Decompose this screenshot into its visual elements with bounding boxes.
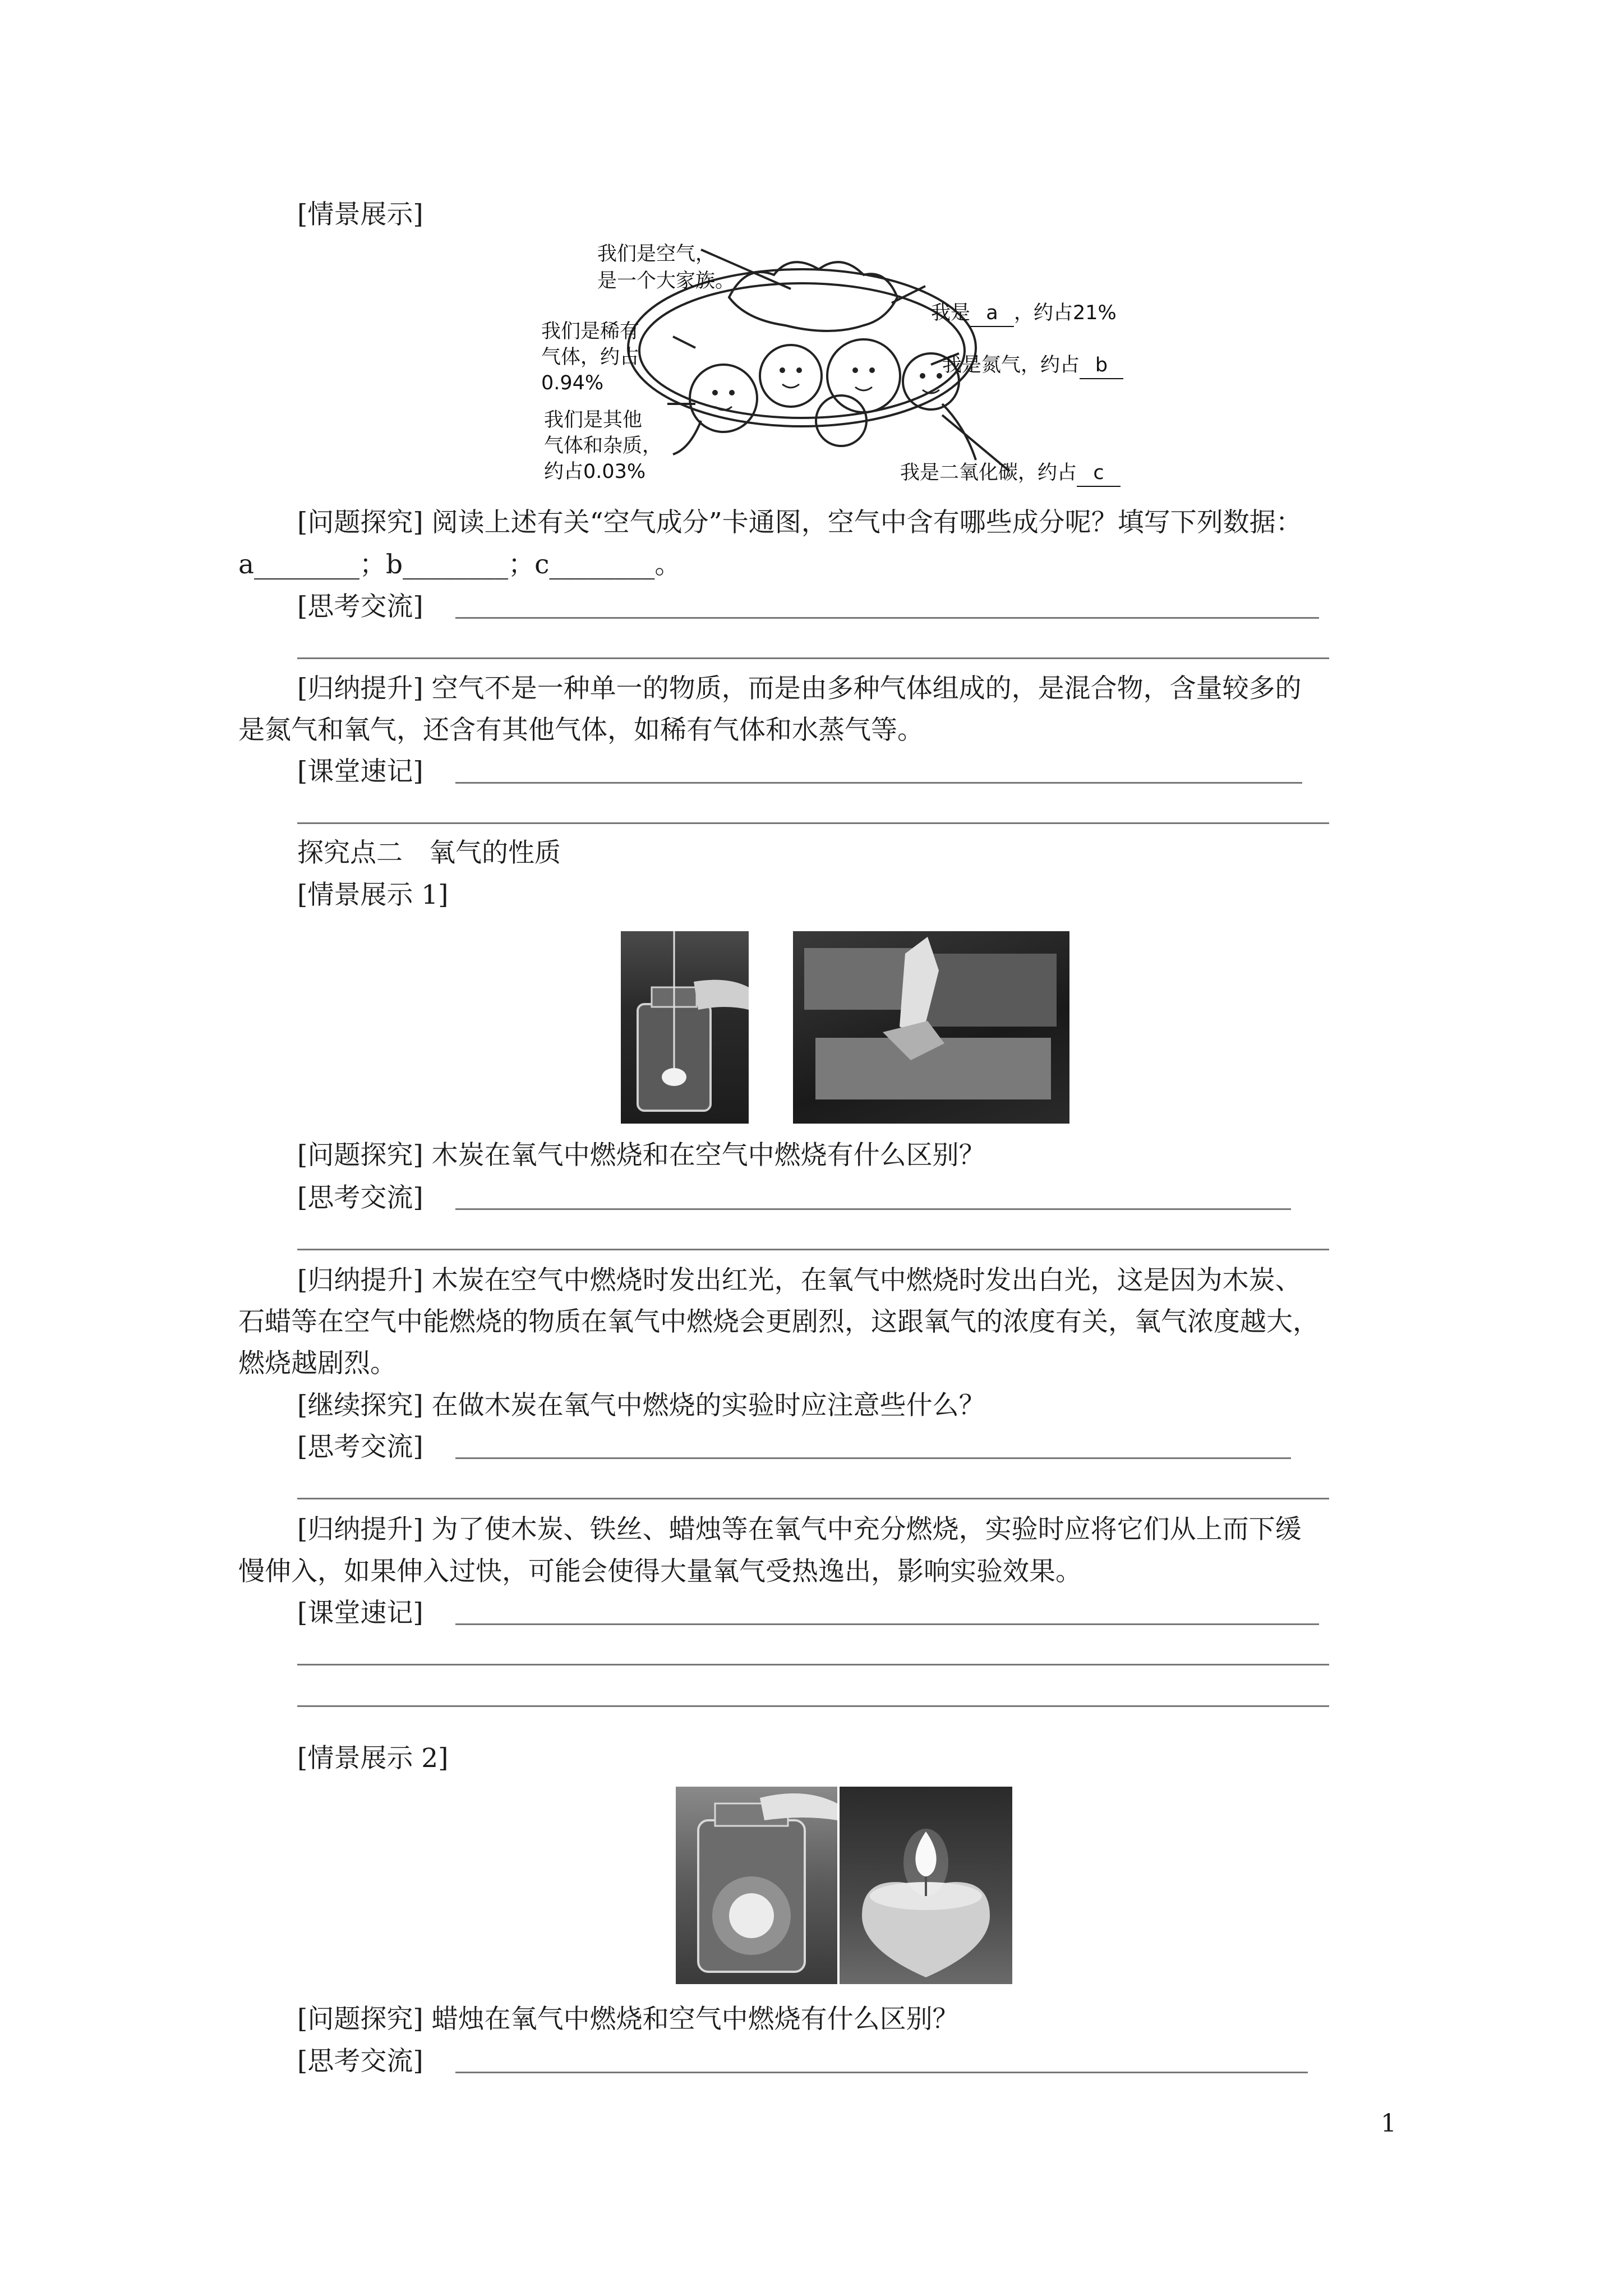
summary1-line3: 燃烧越剧烈。 [238,1348,396,1379]
scene2-label: [情景展示 2] [297,1743,449,1774]
notes-line[interactable] [455,782,1302,784]
answer-line[interactable] [455,1208,1291,1210]
summary-label: [归纳提升] [297,673,423,704]
summary2-label: [归纳提升] [297,1514,423,1545]
summary-line1 [297,672,1302,706]
candle-jar-photo [676,1787,837,1984]
question1-line [297,1139,985,1172]
continue-line [297,1389,985,1423]
candle-drawing [840,1787,1012,1984]
summary1-text: 木炭在空气中燃烧时发出红光，在氧气中燃烧时发出白光，这是因为木炭、 [431,1265,1302,1296]
think2-label: [思考交流] [297,1432,423,1462]
candle-jar-drawing [676,1787,837,1984]
question-label: [问题探究] [297,507,423,538]
summary-text: 空气不是一种单一的物质，而是由多种气体组成的，是混合物，含量较多的 [431,673,1302,704]
jar-drawing [621,931,749,1124]
summary1-line2: 石蜡等在空气中能燃烧的物质在氧气中燃烧会更剧烈，这跟氧气的浓度有关，氧气浓度越大， [238,1306,1319,1337]
summary-line2: 是氮气和氧气，还含有其他气体，如稀有气体和水蒸气等。 [238,715,924,746]
think1-label: [思考交流] [297,1182,423,1213]
answer-line[interactable] [455,2072,1308,2073]
summary1-label: [归纳提升] [297,1265,423,1296]
nitrogen-label [942,352,1123,379]
question-line [297,506,1302,540]
summary2-line2: 慢伸入，如果伸入过快，可能会使得大量氧气受热逸出，影响实验效果。 [238,1556,1082,1587]
co2-label-pre: 我是二氧化碳，约占 [900,462,1077,484]
question2-text: 蜡烛在氧气中燃烧和空气中燃烧有什么区别？ [431,2004,959,2035]
question1-text: 木炭在氧气中燃烧和在空气中燃烧有什么区别？ [431,1140,985,1171]
co2-blank: c [1077,460,1121,487]
charcoal-drawing [793,931,1069,1124]
oxygen-label [931,300,1117,327]
notes2-label: [课堂速记] [297,1598,423,1628]
question2-label: [问题探究] [297,2004,423,2035]
air-composition-cartoon [527,236,1166,499]
answer-line[interactable] [297,657,1329,659]
charcoal-burning-photo [793,931,1069,1124]
summary2-text: 为了使木炭、铁丝、蜡烛等在氧气中充分燃烧，实验时应将它们从上而下缓 [431,1514,1302,1545]
think3-label: [思考交流] [297,2046,423,2077]
oxygen-blank: a [970,300,1014,327]
oxygen-label-pre: 我是 [931,302,971,324]
other-gas-line1: 我们是其他 [544,409,643,431]
question1-label: [问题探究] [297,1140,423,1171]
notes-line[interactable] [297,1705,1329,1707]
section-heading: 探究点二 氧气的性质 [297,838,561,868]
notes-label: [课堂速记] [297,756,423,787]
co2-label [900,460,1121,487]
fill-line: a________；b________；c________。 [238,549,681,580]
question2-line [297,2003,959,2036]
charcoal-jar-photo [621,931,749,1124]
other-gas-line3: 约占0.03% [544,461,646,483]
rare-gas-line1: 我们是稀有 [541,320,640,343]
continue-text: 在做木炭在氧气中燃烧的实验时应注意些什么？ [431,1390,985,1421]
other-gas-line2: 气体和杂质， [544,435,662,457]
answer-line[interactable] [455,617,1319,619]
bubble-air-line2: 是一个大家族。 [597,270,735,292]
scene-label: [情景展示] [297,199,423,230]
answer-line[interactable] [297,1249,1329,1250]
nitrogen-label-pre: 我是氮气，约占 [942,354,1080,376]
notes-line[interactable] [455,1623,1319,1625]
continue-label: [继续探究] [297,1390,423,1421]
bubble-air-line1: 我们是空气， [597,243,716,265]
nitrogen-blank: b [1080,352,1123,379]
candle-burning-photo [840,1787,1012,1984]
answer-line[interactable] [297,1498,1329,1499]
rare-gas-line3: 0.94% [541,372,604,394]
question-text: 阅读上述有关“空气成分”卡通图，空气中含有哪些成分呢？填写下列数据： [431,507,1302,538]
notes-line[interactable] [297,1664,1329,1665]
summary1-line1 [297,1264,1302,1297]
oxygen-label-post: ，约占21% [1014,302,1117,324]
rare-gas-line2: 气体，约占 [541,346,640,369]
scene1-label: [情景展示 1] [297,880,449,910]
summary2-line1 [297,1513,1302,1547]
think-label: [思考交流] [297,591,423,622]
answer-line[interactable] [455,1457,1291,1459]
page-number: 1 [1381,2109,1396,2138]
notes-line[interactable] [297,822,1329,824]
